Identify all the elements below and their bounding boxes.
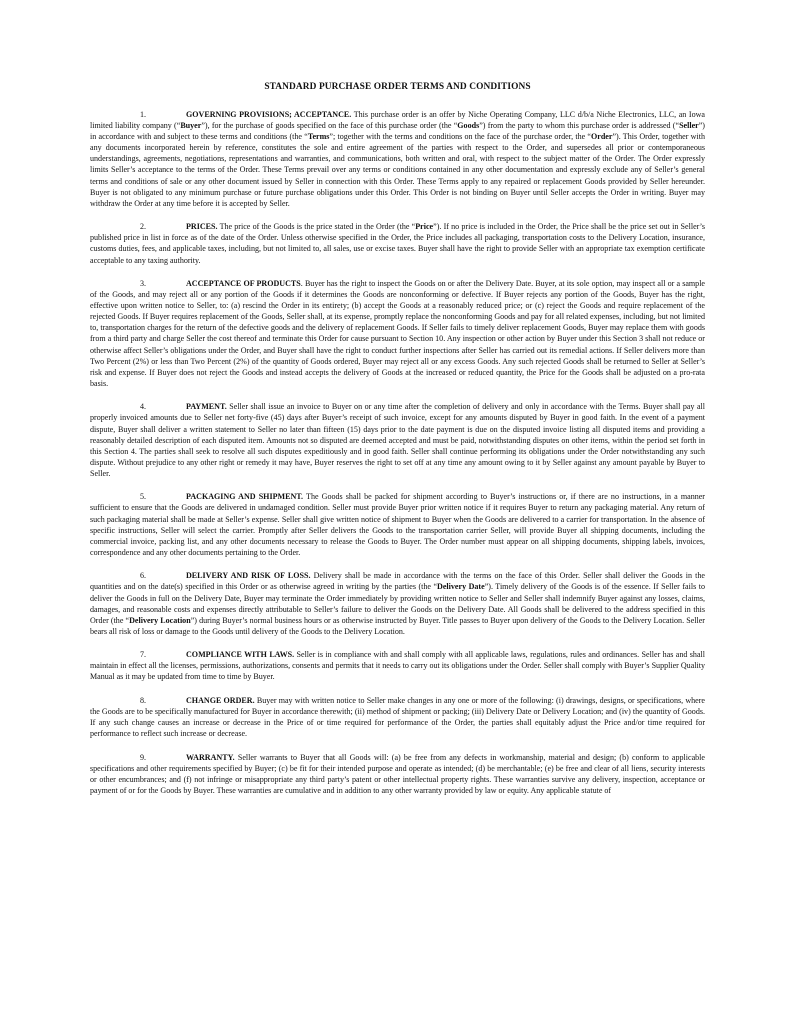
section-heading: PAYMENT. [186,402,227,412]
section-text: ”) in accordance with and subject to these terms and conditions (the “ [90,121,705,142]
section-heading: WARRANTY. [186,752,235,762]
section-text: Seller is in compliance with and shall comply with all applicable laws, regulations, rules and ordinances. Seller has and shall maintain in effect all the licenses, permissions, authorizations, consents and permits that it needs to carry out its obligations under the Order. Seller shall comply with Buyer’s Supplier Quality Manual as it may be updated from time to time by Buyer. [90,650,705,682]
section-5 [90,491,705,558]
section-number: 4. [140,402,147,412]
section-8 [90,695,705,739]
section-6 [90,570,705,637]
section-heading: GOVERNING PROVISIONS; ACCEPTANCE. [186,110,352,119]
section-text: ”). Timely delivery of the Goods is of the essence. If Seller fails to deliver the Goods in full on the Delivery Date, Buyer may terminate the Order immediately by providing written notice to Seller and Seller shall indemnify Buyer against any losses, claims, damages, and reasonable costs and expenses directly attributable to Seller’s failure to deliver the Goods on the Delivery Date. All Goods shall be delivered to the address specified in this Order (the “ [90,582,705,625]
section-paragraph [90,695,705,739]
defined-term: Price [415,222,434,232]
section-number: 9. [140,752,147,762]
section-number: 7. [140,650,147,660]
sections-container [90,109,705,796]
document-title: STANDARD PURCHASE ORDER TERMS AND CONDITIONS [264,82,531,92]
section-text: ”) during Buyer’s normal business hours or as otherwise instructed by Buyer. Title passes to Buyer upon delivery of the Goods to the Delivery Location. Seller bears all risk of loss or damage to the Goods until delivery of the Goods to the Delivery Location. [90,615,705,636]
section-text: Delivery shall be made in accordance with the terms on the face of this Order. Seller shall deliver the Goods in the quantities and on the date(s) specified in this Order or as otherwise agreed in writing by the parties (the “ [90,571,705,592]
section-number: 1. [140,110,147,119]
section-paragraph [90,570,705,637]
section-number: 3. [140,279,147,288]
section-text: ”), for the purchase of goods specified on the face of this purchase order (the “ [201,121,458,131]
defined-term: Goods [457,121,480,131]
section-7 [90,649,705,682]
section-paragraph [90,109,705,209]
section-heading: ACCEPTANCE OF PRODUCTS [186,279,301,288]
section-text: Seller shall issue an invoice to Buyer on or any time after the completion of delivery and only in accordance with the Terms. Buyer shall pay all properly invoiced amounts due to Seller net forty-five (45) days after Buyer’s receipt of such invoice, except for any amounts disputed by Buyer in good faith. In the event of a payment dispute, Buyer shall deliver a written statement to Seller no later than fifteen (15) days prior to the date payment is due on the disputed invoice listing all disputed items and providing a reasonably detailed description of each disputed item. Amounts not so disputed are deemed accepted and must be paid, notwithstanding disputes on other items, within the period set forth in this Section 4. The parties shall seek to resolve all such disputes expeditiously and in good faith. Seller shall continue performing its obligations under the Order notwithstanding any such dispute. Without prejudice to any other right or remedy it may have, Buyer reserves the right to set off at any time any amount owing to it by Seller against any amount payable by Buyer to Seller. [90,402,705,478]
section-number: 6. [140,571,147,581]
section-text: Buyer may with written notice to Seller make changes in any one or more of the following: (i) drawings, designs, or specifications, where the Goods are to be specifically manufactured for Buyer in accordance therewith; (ii) method of shipment or packing; (iii) Delivery Date or Delivery Location; and (iv) the quantity of Goods. If any such change causes an increase or decrease in the Price of or time required for performance of the Order, the parties shall equitably adjust the Price and/or time required for performance to reflect such increase or decrease. [90,695,706,739]
section-text: ”; together with the terms and conditions on the face of the purchase order, the “ [329,132,591,142]
section-text: The Goods shall be packed for shipment according to Buyer’s instructions or, if there are no instructions, in a manner sufficient to ensure that the Goods are delivered in undamaged condition. Seller must provide Buyer prior written notice if it requires Buyer to return any packaging material. Any return of such packaging material shall be made at Seller’s expense. Seller shall give written notice of shipment to Buyer when the Goods are delivered to a carrier for transportation. In the absence of specific instructions, Seller will select the carrier. Promptly after Seller delivers the Goods to the transportation carrier Seller, will provide Buyer all shipping documents, including the commercial invoice, packing list, and any other documents necessary to release the Goods to Buyer. The Order number must appear on all shipping documents, shipping labels, invoices, correspondence and any other documents pertaining to the Order. [90,492,705,557]
section-heading: COMPLIANCE WITH LAWS. [186,650,295,660]
section-text: This purchase order is an offer by Niche Operating Company, LLC d/b/a Niche Electronics, LLC, an Iowa limited liability company (“ [90,110,705,131]
section-text: ”). This Order, together with any documents incorporated herein by reference, constitutes the sole and entire agreement of the parties with respect to the Order, and supersedes all prior or contemporaneous understandings, agreements, negotiations, representations and warranties, and communications, both written and oral, with respect to the subject matter of the Order. The Order expressly limits Seller’s acceptance to the terms of the Order. These Terms prevail over any terms or conditions contained in any other documentation and expressly exclude any of Seller’s general terms and conditions of sale or any other document issued by Seller in connection with this Order. These Terms apply to any repaired or replacement Goods provided by Seller hereunder. Buyer is not obligated to any minimum purchase or future purchase obligations under this Order. This Order is not binding on Buyer until Seller accepts the Order in writing. Buyer may withdraw the Order at any time before it is accepted by Seller. [90,132,705,208]
defined-term: Delivery Date [437,582,485,592]
section-paragraph [90,221,705,265]
section-text: ”) from the party to whom this purchase order is addressed (“ [479,121,680,131]
section-1 [90,109,705,209]
defined-term: Delivery Location [129,615,191,625]
section-3 [90,278,705,389]
section-paragraph [90,491,705,558]
defined-term: Terms [307,132,330,142]
section-heading: CHANGE ORDER. [186,695,255,705]
defined-term: Buyer [180,121,202,131]
section-heading: PRICES. [186,222,218,232]
defined-term: Order [590,132,613,142]
section-2 [90,221,705,265]
section-number: 2. [140,222,147,232]
section-number: 8. [140,695,147,705]
section-paragraph [90,649,705,682]
section-text: . Buyer has the right to inspect the Goods on or after the Delivery Date. Buyer, at its sole option, may inspect all or a sample of the Goods, and may reject all or any portion of the Goods if it determines the Goods are nonconforming or defective. If Buyer rejects any portion of the Goods, Buyer has the right, effective upon written notice to Seller, to: (a) rescind the Order in its entirety; (b) accept the Goods at a reasonably reduced price; or (c) reject the Goods and require replacement of the rejected Goods. If Buyer requires replacement of the Goods, Seller shall, at its expense, promptly replace the nonconforming Goods and pay for all related expenses, including, but not limited to, transportation charges for the return of the defective goods and the delivery of replacement Goods. If Seller fails to timely deliver replacement Goods, Buyer may replace them with goods from a third party and charge Seller the cost thereof and terminate this Order for cause pursuant to Section 10. Any inspection or other action by Buyer under this Section 3 shall not reduce or otherwise affect Seller’s obligations under the Order, and Buyer shall have the right to conduct further inspections after Seller has carried out its remedial actions. If Seller delivers more than Two Percent (2%) or less than Two Percent (2%) of the quantity of Goods ordered, Buyer may reject all or any excess Goods. Any such rejected Goods shall be returned to Seller at Seller’s risk and expense. If Buyer does not reject the Goods and instead accepts the delivery of Goods at the increased or reduced quantity, the Price for the Goods shall be adjusted on a pro-rata basis. [90,279,705,388]
section-paragraph [90,752,705,796]
section-paragraph [90,278,705,389]
section-paragraph [90,401,705,479]
section-heading: DELIVERY AND RISK OF LOSS. [186,571,311,581]
section-9 [90,752,705,796]
section-text: The price of the Goods is the price stated in the Order (the “ [217,222,416,232]
section-heading: PACKAGING AND SHIPMENT. [186,492,304,502]
section-number: 5. [140,492,147,502]
section-4 [90,401,705,479]
section-text: Seller warrants to Buyer that all Goods will: (a) be free from any defects in workmanship, material and design; (b) conform to applicable specifications and other requirements specified by Buyer; (c) be fit for their intended purpose and operate as intended; (d) be merchantable; (e) be free and clear of all liens, security interests or other encumbrances; and (f) not infringe or misappropriate any third party’s patent or other intellectual property rights. These warranties survive any delivery, inspection, acceptance or payment of or for the Goods by Buyer. These warranties are cumulative and in addition to any other warranty provided by law or equity. Any applicable statute of [90,752,705,795]
section-text: ”). If no price is included in the Order, the Price shall be the price set out in Seller’s published price in list in force as of the date of the Order. Unless otherwise specified in the Order, the Price includes all packaging, transportation costs to the Delivery Location, insurance, customs duties, fees, and applicable taxes, including, but not limited to, all sales, use or excise taxes. Buyer shall have the right to provide Seller with an appropriate tax exemption certificate acceptable to any taxing authority. [90,222,705,265]
defined-term: Seller [679,121,699,131]
